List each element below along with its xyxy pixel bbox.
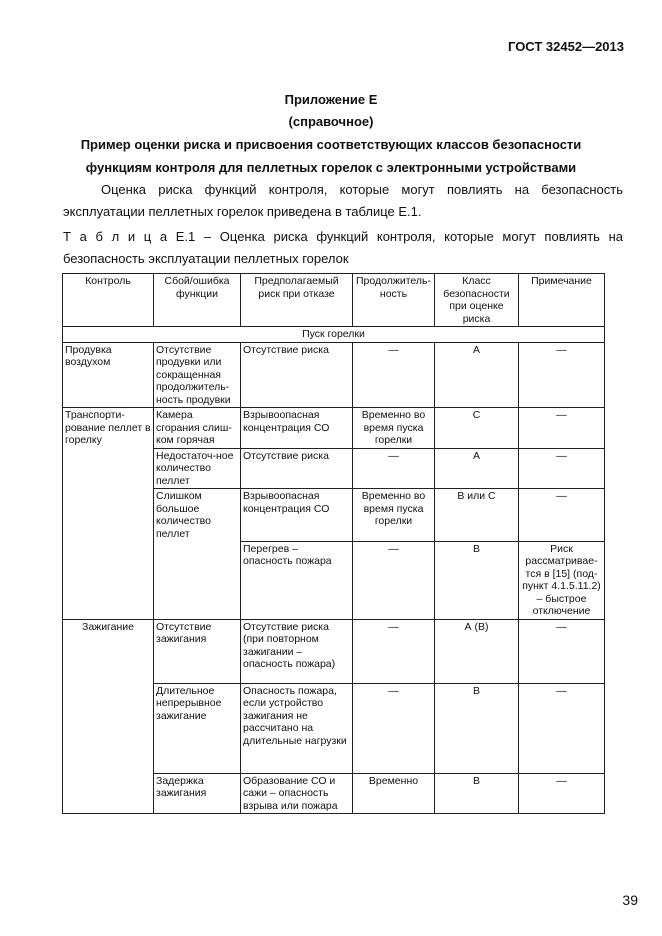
- table-row: [63, 619, 605, 683]
- cell-control: Транспорти-рование пеллет в горелку: [63, 408, 154, 449]
- cell-duration: —: [353, 541, 435, 619]
- cell-risk: Опасность пожара, если устройство зажигания не рассчитано на длительные нагрузки: [241, 683, 353, 773]
- cell-duration: —: [353, 448, 435, 489]
- intro-line2: эксплуатации пеллетных горелок приведена в таблице Е.1.: [63, 204, 422, 219]
- column-header: Примечание: [519, 274, 605, 327]
- cell-class: В: [435, 541, 519, 619]
- cell-risk: Взрывоопасная концентрация СО: [241, 489, 353, 542]
- appendix-title: Приложение Е: [284, 92, 378, 107]
- cell-note: —: [519, 448, 605, 489]
- table-row: [63, 683, 605, 773]
- table-row: [63, 489, 605, 542]
- table-row: [63, 408, 605, 449]
- table-caption: [63, 226, 623, 270]
- cell-risk: Отсутствие риска: [241, 342, 353, 408]
- cell-fault: Отсутствие зажигания: [154, 619, 241, 683]
- cell-fault: [154, 541, 241, 619]
- table-row: [63, 342, 605, 408]
- cell-fault: Задержка зажигания: [154, 773, 241, 814]
- cell-class: А (В): [435, 619, 519, 683]
- cell-duration: Временно во время пуска горелки: [353, 408, 435, 449]
- cell-class: В или С: [435, 489, 519, 542]
- cell-fault: Недостаточ-ное количество пеллет: [154, 448, 241, 489]
- risk-assessment-table: [62, 273, 605, 814]
- table-row: [63, 541, 605, 619]
- cell-duration: Временно: [353, 773, 435, 814]
- section-row: [63, 327, 605, 343]
- appendix-heading-line1: Пример оценки риска и присвоения соответствующих классов безопасности: [80, 137, 582, 152]
- table-caption-line1: Т а б л и ц а Е.1 – Оценка риска функций контроля, которые могут повлиять на: [63, 229, 623, 244]
- column-header: Сбой/ошибка функции: [154, 274, 241, 327]
- page-number: 39: [622, 892, 638, 908]
- cell-note: Риск рассматривае-тся в [15] (под-пункт 4.1.5.11.2) – быстрое отключение: [519, 541, 605, 619]
- cell-duration: —: [353, 683, 435, 773]
- column-header: Продолжитель-ность: [353, 274, 435, 327]
- table-header-row: [63, 274, 605, 327]
- cell-note: —: [519, 683, 605, 773]
- cell-risk: Взрывоопасная концентрация СО: [241, 408, 353, 449]
- cell-duration: —: [353, 342, 435, 408]
- cell-control: [63, 489, 154, 542]
- cell-class: А: [435, 342, 519, 408]
- cell-fault: Отсутствие продувки или сокращенная продолжитель-ность продувки: [154, 342, 241, 408]
- appendix-heading-line2: функциям контроля для пеллетных горелок с электронными устройствами: [85, 160, 577, 175]
- cell-note: —: [519, 408, 605, 449]
- cell-fault: Камера сгорания слиш-ком горячая: [154, 408, 241, 449]
- column-header: Класс безопасности при оценке риска: [435, 274, 519, 327]
- cell-risk: Отсутствие риска (при повторном зажигании – опасность пожара): [241, 619, 353, 683]
- cell-class: С: [435, 408, 519, 449]
- standard-number: ГОСТ 32452—2013: [508, 39, 624, 54]
- cell-class: В: [435, 683, 519, 773]
- cell-control: Продувка воздухом: [63, 342, 154, 408]
- cell-risk: Отсутствие риска: [241, 448, 353, 489]
- intro-line1: Оценка риска функций контроля, которые могут повлиять на безопасность: [101, 182, 623, 197]
- cell-note: —: [519, 489, 605, 542]
- cell-risk: Образование СО и сажи – опасность взрыва или пожара: [241, 773, 353, 814]
- cell-note: —: [519, 342, 605, 408]
- cell-duration: —: [353, 619, 435, 683]
- appendix-type: (справочное): [288, 114, 374, 129]
- cell-class: А: [435, 448, 519, 489]
- section-label: Пуск горелки: [63, 327, 605, 343]
- cell-class: В: [435, 773, 519, 814]
- cell-fault: Слишком большое количество пеллет: [154, 489, 241, 542]
- cell-control: Зажигание: [63, 619, 154, 683]
- cell-control: [63, 541, 154, 619]
- column-header: Предполагаемый риск при отказе: [241, 274, 353, 327]
- cell-risk: Перегрев – опасность пожара: [241, 541, 353, 619]
- table-row: [63, 773, 605, 814]
- table-caption-line2: безопасность эксплуатации пеллетных горелок: [63, 251, 349, 266]
- cell-note: —: [519, 773, 605, 814]
- cell-fault: Длительное непрерывное зажигание: [154, 683, 241, 773]
- cell-control: [63, 683, 154, 773]
- cell-control: [63, 773, 154, 814]
- table-row: [63, 448, 605, 489]
- column-header: Контроль: [63, 274, 154, 327]
- cell-note: —: [519, 619, 605, 683]
- cell-duration: Временно во время пуска горелки: [353, 489, 435, 542]
- cell-control: [63, 448, 154, 489]
- intro-paragraph: [63, 179, 623, 223]
